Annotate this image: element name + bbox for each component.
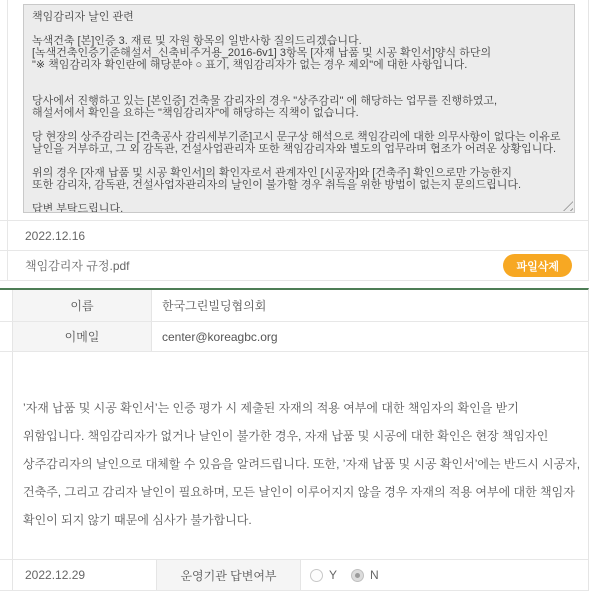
question-section <box>0 0 589 281</box>
question-textarea-wrap <box>23 4 575 213</box>
reply-status-label: 운영기관 답변여부 <box>157 560 301 590</box>
table-left-spacer <box>0 560 13 590</box>
email-value: center@koreagbc.org <box>162 329 278 344</box>
name-value: 한국그린빌딩협의회 <box>162 299 267 313</box>
radio-n-label: N <box>370 568 379 582</box>
radio-y[interactable] <box>310 569 323 582</box>
answer-date: 2022.12.29 <box>13 560 157 590</box>
respondent-email-row <box>0 322 588 352</box>
answer-text: ’자재 납품 및 시공 확인서’는 인증 평가 시 제출된 자재의 적용 여부에 대한 책임자의 확인을 받기 위함입니다. 책임감리자가 없거나 날인이 불가한 경우, 자재 납품 및 시공에 대한 확인은 현장 책임자인 상주감리자의 날인으로 대체할 수 있음을 알려드립니다. 또한, ’자재 납품 및 시공 확인서’에는 반드시 시공자, 건축주, 그리고 감리자 날인이 필요하며, 모든 날인이 이루어지지 않을 경우 자재의 적용 여부에 대한 책임자 확인이 되지 않기 때문에 심사가 불가합니다. <box>23 401 581 527</box>
table-left-spacer <box>0 221 8 250</box>
answer-meta-row <box>0 560 588 591</box>
question-content-row <box>0 0 588 221</box>
question-date-row <box>0 221 588 251</box>
table-left-spacer <box>0 251 8 280</box>
question-date: 2022.12.16 <box>25 228 86 243</box>
table-left-spacer <box>0 352 13 559</box>
question-content-cell <box>8 0 588 220</box>
answer-section <box>0 288 589 591</box>
answer-content-row <box>0 352 588 560</box>
file-delete-button[interactable]: 파일삭제 <box>503 254 572 277</box>
reply-status-options <box>301 560 588 590</box>
table-left-spacer <box>0 0 8 220</box>
table-left-spacer <box>0 322 13 351</box>
attachment-row <box>0 251 588 281</box>
attachment-cell <box>8 251 588 280</box>
attachment-filename[interactable]: 책임감리자 규정.pdf <box>25 259 130 273</box>
radio-n[interactable] <box>351 569 364 582</box>
question-textarea[interactable] <box>23 4 575 213</box>
name-label: 이름 <box>13 290 152 321</box>
table-left-spacer <box>0 290 13 321</box>
email-label: 이메일 <box>13 322 152 351</box>
radio-y-label: Y <box>329 568 338 582</box>
respondent-name-row <box>0 290 588 322</box>
